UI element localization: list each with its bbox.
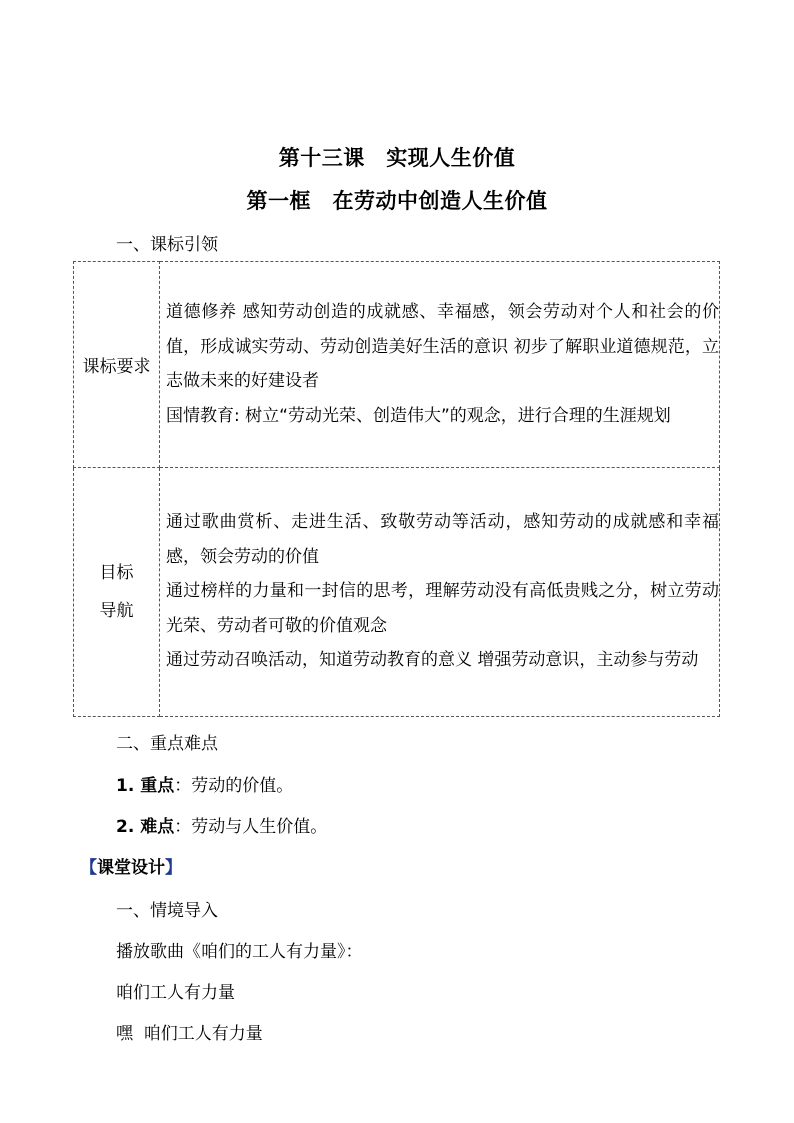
key-point-label: 1. 重点 <box>116 776 175 796</box>
difficult-point-label: 2. 难点 <box>116 817 175 837</box>
key-points-heading: 二、重点难点 <box>116 734 218 754</box>
row-label-goals <box>74 468 160 717</box>
requirements-content <box>160 262 720 468</box>
goal-item: 通过榜样的力量和一封信的思考，理解劳动没有高低贵贱之分，树立劳动光荣、劳动者可敬的价值观念 <box>166 581 719 636</box>
lesson-title: 第十三课 实现人生价值 <box>278 146 516 170</box>
goal-item: 通过歌曲赏析、走进生活、致敬劳动等活动，感知劳动的成就感和幸福感，领会劳动的价值 <box>166 512 719 567</box>
requirement-moral: 道德修养 感知劳动创造的成就感、幸福感，领会劳动对个人和社会的价值，形成诚实劳动、劳动创造美好生活的意识 初步了解职业道德规范，立志做未来的好建设者 <box>166 302 719 391</box>
table-row <box>74 468 720 717</box>
design-open-bracket: 【 <box>80 858 97 878</box>
class-design-heading <box>80 853 182 878</box>
lyric-line: 咱们工人有力量 <box>116 983 235 1003</box>
design-label: 课堂设计 <box>97 858 165 878</box>
lyric-line: 嘿 咱们工人有力量 <box>116 1024 263 1044</box>
requirement-national: 国情教育: 树立“劳动光荣、创造伟大”的观念，进行合理的生涯规划 <box>166 405 671 426</box>
difficult-point-text: ：劳动与人生价值。 <box>174 817 328 837</box>
key-point <box>116 771 293 796</box>
section-title: 第一框 在劳动中创造人生价值 <box>246 189 548 213</box>
table-row <box>74 262 720 468</box>
curriculum-heading: 一、课标引领 <box>116 235 218 255</box>
goals-label-line2: 导航 <box>99 601 134 621</box>
goal-item: 通过劳动召唤活动，知道劳动教育的意义 增强劳动意识，主动参与劳动 <box>166 650 699 671</box>
key-point-text: ：劳动的价值。 <box>174 776 294 796</box>
row-label-requirements: 课标要求 <box>74 262 160 468</box>
goals-label-line1: 目标 <box>99 563 134 583</box>
design-close-bracket: 】 <box>165 858 182 878</box>
song-intro: 播放歌曲《咱们的工人有力量》： <box>116 942 363 962</box>
scenario-heading: 一、情境导入 <box>116 901 218 921</box>
goals-content <box>160 468 720 717</box>
curriculum-table <box>73 261 720 717</box>
difficult-point <box>116 812 327 837</box>
